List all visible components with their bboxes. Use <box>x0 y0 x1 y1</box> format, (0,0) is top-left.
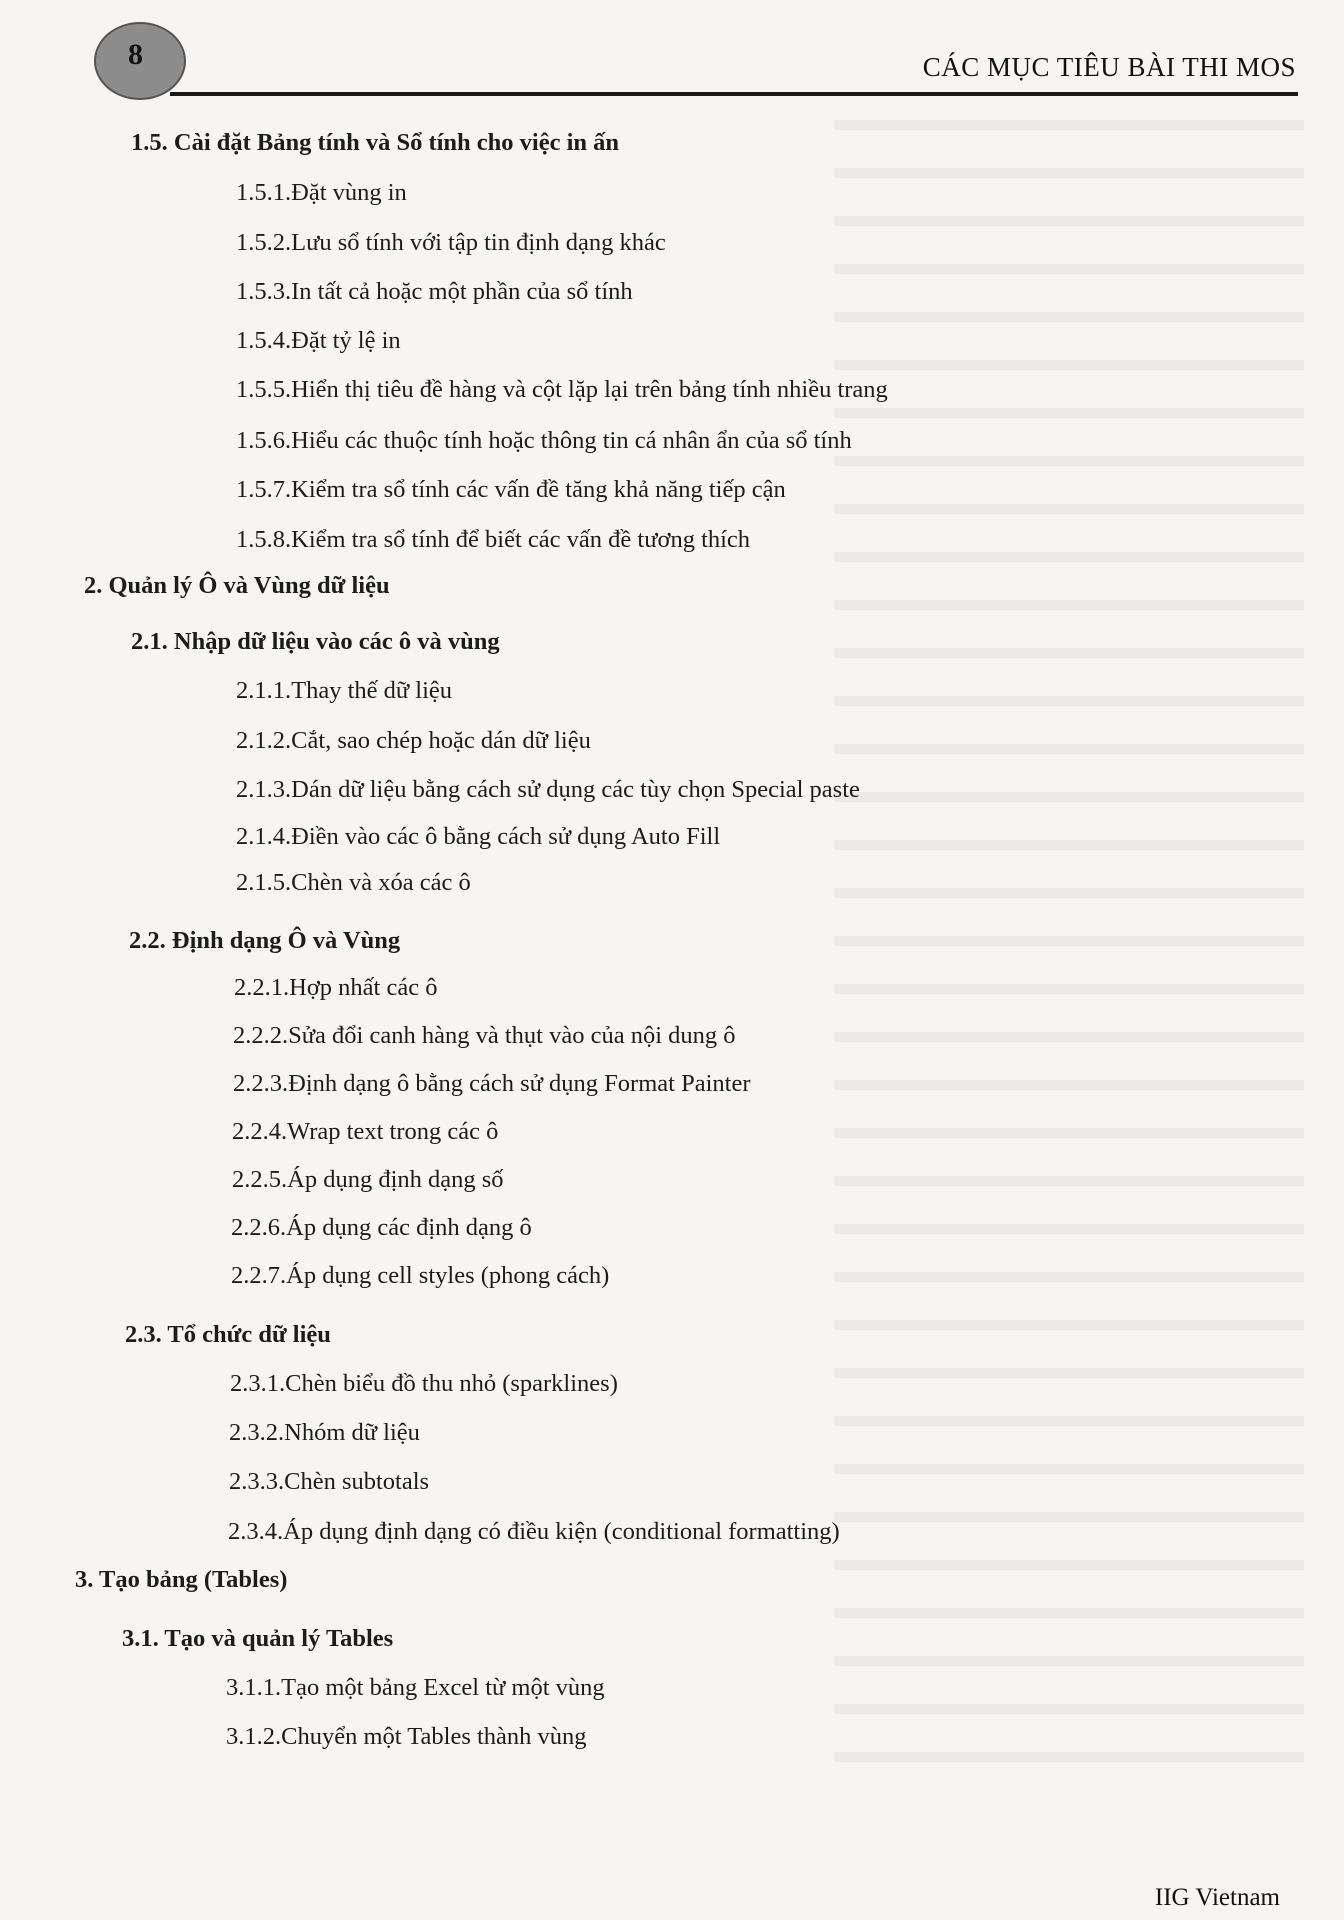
page-number: 8 <box>128 38 143 71</box>
toc-entry-level-3: 2.2.6.Áp dụng các định dạng ô <box>231 1214 532 1241</box>
toc-entry-level-2: 2.3. Tổ chức dữ liệu <box>125 1321 331 1348</box>
toc-entry-level-3: 2.3.2.Nhóm dữ liệu <box>229 1419 420 1446</box>
toc-entry-level-2: 3.1. Tạo và quản lý Tables <box>122 1625 394 1652</box>
toc-entry-level-3: 2.3.3.Chèn subtotals <box>229 1468 430 1495</box>
toc-entry-level-3: 2.1.3.Dán dữ liệu bằng cách sử dụng các tùy chọn Special paste <box>236 776 860 803</box>
toc-entry-level-1: 3. Tạo bảng (Tables) <box>75 1566 288 1593</box>
toc-entry-level-3: 1.5.2.Lưu sổ tính với tập tin định dạng khác <box>236 229 666 256</box>
toc-entry-level-2: 2.2. Định dạng Ô và Vùng <box>129 927 401 954</box>
toc-entry-level-2: 1.5. Cài đặt Bảng tính và Sổ tính cho việc in ấn <box>131 129 620 156</box>
toc-entry-level-1: 2. Quản lý Ô và Vùng dữ liệu <box>84 572 390 599</box>
toc-entry-level-3: 2.2.7.Áp dụng cell styles (phong cách) <box>231 1262 610 1289</box>
toc-entry-level-3: 2.2.5.Áp dụng định dạng số <box>232 1166 504 1193</box>
toc-entry-level-3: 2.1.1.Thay thế dữ liệu <box>236 677 453 704</box>
toc-entry-level-3: 2.1.5.Chèn và xóa các ô <box>236 869 471 896</box>
toc-entry-level-3: 1.5.6.Hiểu các thuộc tính hoặc thông tin cá nhân ẩn của sổ tính <box>236 427 852 454</box>
running-header-title: CÁC MỤC TIÊU BÀI THI MOS <box>922 52 1296 82</box>
toc-entry-level-3: 3.1.1.Tạo một bảng Excel từ một vùng <box>226 1674 605 1701</box>
footer-publisher: IIG Vietnam <box>1154 1884 1280 1911</box>
toc-entry-level-3: 2.3.4.Áp dụng định dạng có điều kiện (conditional formatting) <box>228 1518 840 1545</box>
toc-entry-level-3: 1.5.8.Kiểm tra sổ tính để biết các vấn đề tương thích <box>236 526 751 553</box>
header-rule <box>170 92 1298 96</box>
toc-entry-level-3: 1.5.3.In tất cả hoặc một phần của sổ tính <box>236 278 633 305</box>
toc-entry-level-3: 2.2.1.Hợp nhất các ô <box>234 974 438 1001</box>
show-through-text <box>834 120 1304 1800</box>
toc-entry-level-3: 2.3.1.Chèn biểu đồ thu nhỏ (sparklines) <box>230 1370 618 1397</box>
toc-entry-level-3: 2.2.3.Định dạng ô bằng cách sử dụng Format Painter <box>233 1070 751 1097</box>
toc-entry-level-3: 2.2.2.Sửa đổi canh hàng và thụt vào của nội dung ô <box>233 1022 736 1049</box>
toc-entry-level-3: 1.5.4.Đặt tỷ lệ in <box>236 327 401 354</box>
toc-entry-level-3: 3.1.2.Chuyển một Tables thành vùng <box>226 1723 587 1750</box>
toc-entry-level-3: 1.5.1.Đặt vùng in <box>236 179 407 206</box>
toc-entry-level-3: 1.5.7.Kiểm tra sổ tính các vấn đề tăng khả năng tiếp cận <box>236 476 786 503</box>
toc-entry-level-2: 2.1. Nhập dữ liệu vào các ô và vùng <box>131 628 500 655</box>
toc-entry-level-3: 1.5.5.Hiển thị tiêu đề hàng và cột lặp lại trên bảng tính nhiều trang <box>236 376 888 403</box>
toc-entry-level-3: 2.2.4.Wrap text trong các ô <box>232 1118 499 1145</box>
toc-entry-level-3: 2.1.2.Cắt, sao chép hoặc dán dữ liệu <box>236 727 591 754</box>
toc-entry-level-3: 2.1.4.Điền vào các ô bằng cách sử dụng Auto Fill <box>236 823 721 850</box>
